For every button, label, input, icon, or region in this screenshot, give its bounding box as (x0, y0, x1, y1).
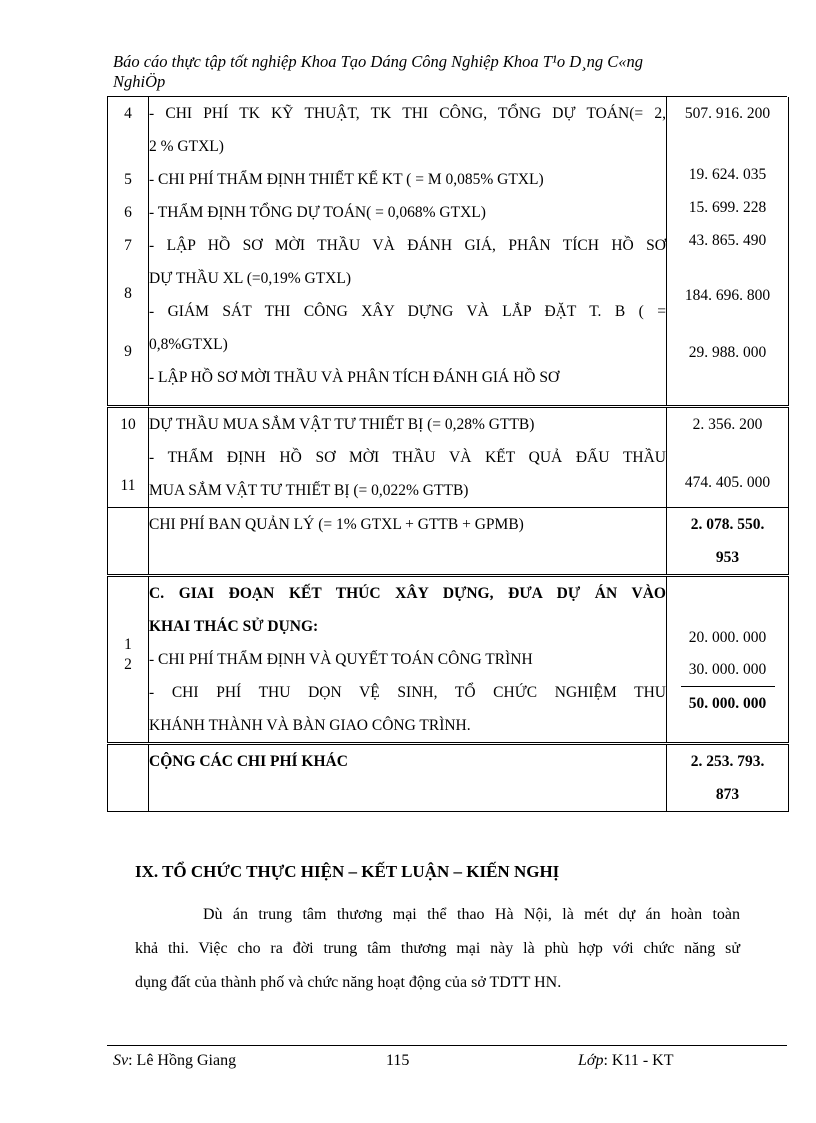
footer-rule (107, 1045, 787, 1046)
row-amounts (667, 97, 789, 407)
row-number: 11 (120, 477, 136, 494)
description-line: KHAI THÁC SỬ DỤNG: (149, 618, 319, 635)
row-number: 9 (124, 343, 132, 360)
row-numbers (108, 576, 149, 744)
description-line: MUA SẮM VẬT TƯ THIẾT BỊ (= 0,022% GTTB) (149, 482, 469, 499)
amount: 953 (715, 549, 740, 566)
row-amounts (667, 407, 789, 508)
row-numbers (108, 97, 149, 407)
footer-student (113, 1052, 236, 1070)
row-number: 2 (124, 656, 132, 673)
paragraph-line: Dù án trung tâm thương mại thể thao Hà Nội, là mét dự án hoàn toàn (203, 906, 740, 923)
table-row (108, 508, 789, 576)
row-numbers (108, 407, 149, 508)
paragraph-line: dụng đất của thành phố và chức năng hoạt động của sở TDTT HN. (135, 974, 562, 991)
row-number: 7 (124, 237, 132, 254)
row-amounts (667, 508, 789, 576)
amount: 2. 356. 200 (692, 416, 763, 433)
description-line: DỰ THẦU XL (=0,19% GTXL) (149, 270, 351, 287)
amount-total: 50. 000. 000 (688, 695, 767, 712)
page-header (113, 52, 733, 92)
table-row (108, 97, 789, 407)
description-line: 2 % GTXL) (149, 138, 224, 155)
description-line: - LẬP HỒ SƠ MỜI THẦU VÀ PHÂN TÍCH ĐÁNH GIÁ HỒ SƠ (149, 369, 560, 386)
row-amounts (667, 576, 789, 744)
description-line: 0,8%GTXL) (149, 336, 228, 353)
row-amounts (667, 744, 789, 812)
cost-table (107, 97, 789, 812)
amount: 2. 253. 793. (690, 753, 765, 770)
student-name: : Lê Hồng Giang (128, 1052, 237, 1069)
amount: 474. 405. 000 (684, 474, 771, 491)
amount: 19. 624. 035 (688, 166, 767, 183)
row-number: 6 (124, 204, 132, 221)
description-line: CỘNG CÁC CHI PHÍ KHÁC (149, 753, 348, 770)
row-description (149, 744, 667, 812)
description-line: - CHI PHÍ THẨM ĐỊNH VÀ QUYẾT TOÁN CÔNG TRÌNH (149, 651, 533, 668)
amount: 30. 000. 000 (688, 661, 767, 678)
row-description (149, 407, 667, 508)
row-description (149, 576, 667, 744)
row-description (149, 508, 667, 576)
page-number: 115 (386, 1052, 410, 1069)
amount: 184. 696. 800 (684, 287, 771, 304)
table-row (108, 744, 789, 812)
amount: 20. 000. 000 (688, 629, 767, 646)
description-line: - CHI PHÍ THẨM ĐỊNH THIẾT KẾ KT ( = M 0,085% GTXL) (149, 171, 544, 188)
amount: 29. 988. 000 (688, 344, 767, 361)
paragraph-line: khả thi. Việc cho ra đời trung tâm thương mại này là phù hợp với chức năng sử (135, 940, 740, 957)
description-line: - GIÁM SÁT THI CÔNG XÂY DỰNG VÀ LẮP ĐẶT T. B ( = (149, 303, 666, 320)
section-title: IX. TỔ CHỨC THỰC HIỆN – KẾT LUẬN – KIẾN NGHỊ (135, 862, 560, 881)
class-value: : K11 - KT (603, 1052, 674, 1069)
row-description (149, 97, 667, 407)
description-line: DỰ THẦU MUA SẮM VẬT TƯ THIẾT BỊ (= 0,28% GTTB) (149, 416, 535, 433)
amount: 507. 916. 200 (684, 105, 771, 122)
header-line-2: NghiÖp (113, 72, 166, 91)
header-line-1: Báo cáo thực tập tốt nghiệp Khoa Tạo Dáng Công Nghiệp Khoa T¹o D¸ng C«ng (113, 52, 644, 71)
description-line: - CHI PHÍ TK KỸ THUẬT, TK THI CÔNG, TỔNG DỰ TOÁN(= 2, (149, 105, 666, 122)
class-label: Lớp (578, 1052, 604, 1069)
footer-class (578, 1052, 674, 1070)
conclusion-paragraph (135, 898, 740, 1000)
student-label: Sv (113, 1052, 129, 1069)
amount: 43. 865. 490 (688, 232, 767, 249)
description-line: - THẨM ĐỊNH HỒ SƠ MỜI THẦU VÀ KẾT QUẢ ĐẤU THẦU (149, 449, 666, 466)
description-line: - LẬP HỒ SƠ MỜI THẦU VÀ ĐÁNH GIÁ, PHÂN TÍCH HỒ SƠ (149, 237, 666, 254)
table-row (108, 407, 789, 508)
amount: 873 (715, 786, 740, 803)
description-line: C. GIAI ĐOẠN KẾT THÚC XÂY DỰNG, ĐƯA DỰ ÁN VÀO (149, 585, 666, 602)
row-number: 5 (124, 171, 132, 188)
row-number: 8 (124, 285, 132, 302)
row-number: 4 (124, 105, 132, 122)
amount: 15. 699. 228 (688, 199, 767, 216)
row-number: 1 (124, 636, 132, 653)
amount: 2. 078. 550. (690, 516, 765, 533)
description-line: - THẨM ĐỊNH TỔNG DỰ TOÁN( = 0,068% GTXL) (149, 204, 486, 221)
table-row (108, 576, 789, 744)
description-line: CHI PHÍ BAN QUẢN LÝ (= 1% GTXL + GTTB + GPMB) (149, 516, 524, 533)
row-number: 10 (120, 416, 136, 433)
description-line: - CHI PHÍ THU DỌN VỆ SINH, TỔ CHỨC NGHIỆM THU (149, 684, 666, 701)
description-line: KHÁNH THÀNH VÀ BÀN GIAO CÔNG TRÌNH. (149, 717, 471, 734)
